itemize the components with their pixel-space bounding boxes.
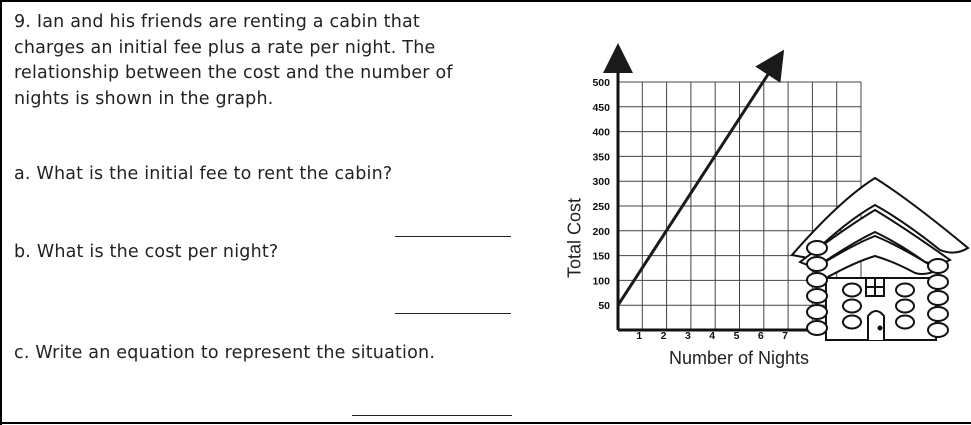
question-c: c. Write an equation to represent the situation. — [14, 343, 436, 363]
y-tick-label: 350 — [592, 151, 610, 164]
x-tick-label: 1 — [636, 330, 643, 342]
problem-line: 9. Ian and his friends are renting a cabin that — [14, 12, 420, 32]
bottom-border — [0, 422, 971, 424]
x-axis-title: Number of Nights — [668, 348, 810, 368]
x-tick-label: 7 — [782, 330, 789, 342]
y-tick-label: 500 — [592, 77, 610, 89]
chart-ticks — [592, 77, 788, 342]
top-border — [0, 0, 971, 2]
problem-line: relationship between the cost and the number of — [14, 63, 453, 83]
chart-series — [618, 62, 776, 305]
x-tick-label: 6 — [757, 330, 764, 342]
x-tick-label: 4 — [709, 330, 716, 342]
answer-blank-b[interactable] — [395, 313, 511, 314]
question-a: a. What is the initial fee to rent the cabin? — [14, 164, 393, 184]
problem-line: charges an initial fee plus a rate per night. The — [14, 37, 436, 58]
cost-line — [618, 62, 776, 305]
x-tick-label: 2 — [660, 330, 667, 342]
x-tick-label: 3 — [684, 330, 691, 342]
answer-blank-c[interactable] — [352, 415, 512, 416]
left-border — [0, 0, 2, 425]
answer-blank-a[interactable] — [395, 236, 511, 237]
y-tick-label: 50 — [598, 300, 610, 313]
y-tick-label: 150 — [592, 250, 610, 263]
y-tick-label: 250 — [592, 201, 610, 213]
x-tick-label: 5 — [733, 330, 740, 342]
y-tick-label: 300 — [592, 176, 610, 189]
y-tick-label: 100 — [592, 275, 610, 288]
chart-axes — [618, 58, 867, 330]
y-tick-label: 450 — [592, 101, 610, 114]
log-cabin-illustration — [792, 178, 968, 340]
y-tick-label: 200 — [592, 225, 610, 238]
problem-line: nights is shown in the graph. — [14, 88, 274, 109]
y-axis-title: Total Cost — [564, 197, 585, 279]
chart-grid — [618, 82, 861, 330]
question-b: b. What is the cost per night? — [14, 242, 279, 262]
y-tick-label: 400 — [592, 126, 610, 139]
problem-statement — [14, 10, 494, 112]
